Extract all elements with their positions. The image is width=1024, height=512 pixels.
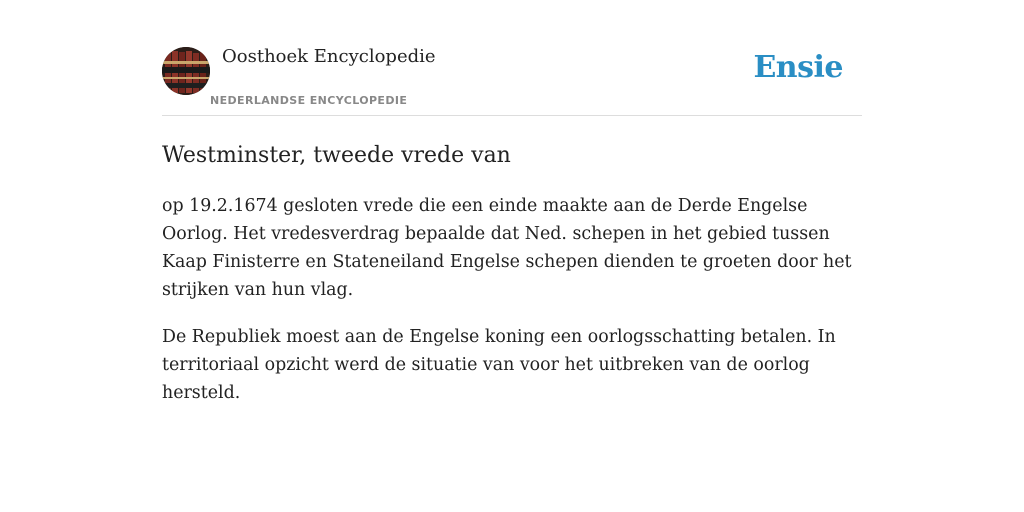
article-paragraph: op 19.2.1674 gesloten vrede die een einde maakte aan de Derde Engelse Oorlog. Het vredesverdrag bepaalde dat Ned. schepen in het gebied tussen Kaap Finisterre en Stateneiland Engelse schepen dienden te groeten door het strijken van hun vlag. <box>162 196 852 300</box>
article-title: Westminster, tweede vrede van <box>162 143 511 168</box>
ensie-logo-link[interactable]: Ensie <box>753 50 843 85</box>
encyclopedia-books-icon[interactable] <box>162 47 210 95</box>
site-header <box>162 0 862 116</box>
site-title-link[interactable]: Oosthoek Encyclopedie <box>222 46 436 67</box>
site-subtitle: NEDERLANDSE ENCYCLOPEDIE <box>210 94 408 107</box>
page-container <box>162 0 862 407</box>
article-paragraph: De Republiek moest aan de Engelse koning een oorlogsschatting betalen. In territoriaal opzicht werd de situatie van voor het uitbreken van de oorlog hersteld. <box>162 327 836 403</box>
